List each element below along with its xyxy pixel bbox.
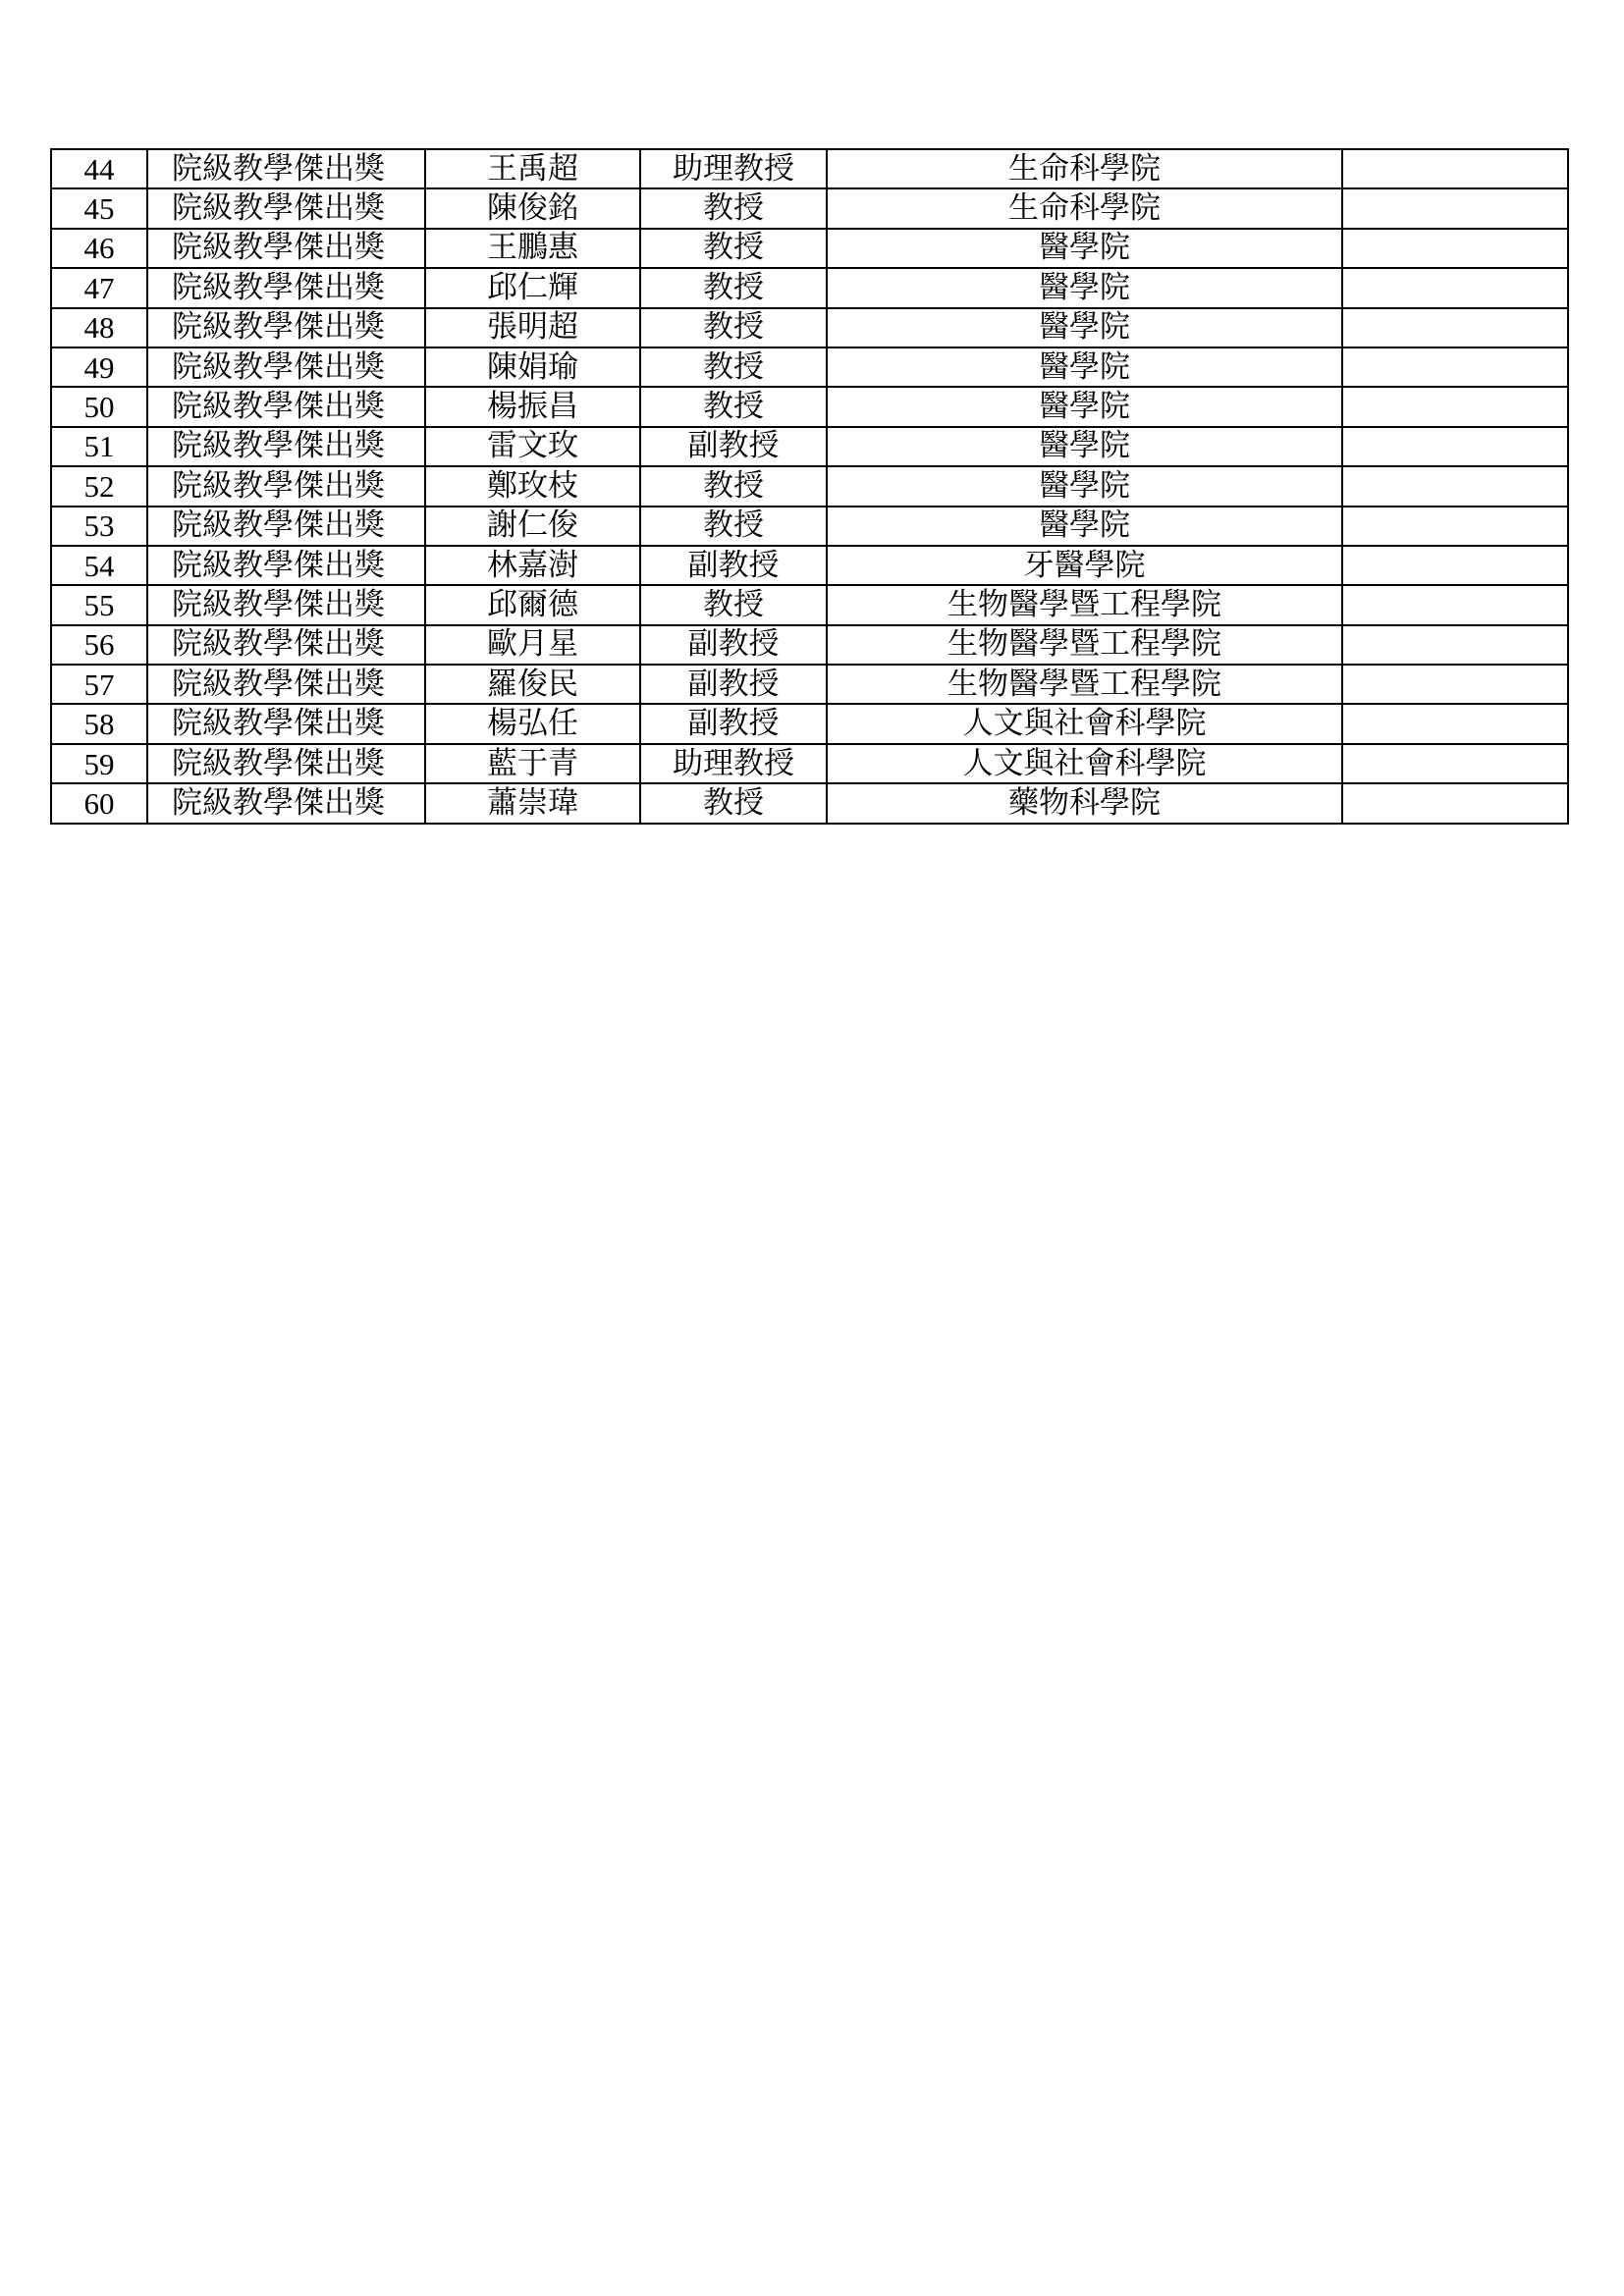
recipient-name-cell: 歐月星: [425, 625, 640, 665]
row-number-cell: 45: [51, 188, 147, 228]
table-row: [51, 783, 1568, 823]
college-name-cell: 生命科學院: [827, 188, 1342, 228]
academic-title-cell: 助理教授: [640, 149, 827, 188]
college-name-cell: 生物醫學暨工程學院: [827, 625, 1342, 665]
table-row: [51, 268, 1568, 307]
remarks-cell: [1342, 268, 1568, 307]
award-name-cell: 院級教學傑出獎: [147, 347, 425, 387]
table-row: [51, 427, 1568, 466]
remarks-cell: [1342, 546, 1568, 585]
recipient-name-cell: 陳娟瑜: [425, 347, 640, 387]
recipient-name-cell: 邱爾德: [425, 585, 640, 624]
remarks-cell: [1342, 704, 1568, 743]
table-row: [51, 665, 1568, 704]
academic-title-cell: 副教授: [640, 704, 827, 743]
row-number-cell: 52: [51, 466, 147, 506]
college-name-cell: 醫學院: [827, 466, 1342, 506]
academic-title-cell: 副教授: [640, 625, 827, 665]
college-name-cell: 醫學院: [827, 347, 1342, 387]
remarks-cell: [1342, 308, 1568, 347]
remarks-cell: [1342, 188, 1568, 228]
row-number-cell: 55: [51, 585, 147, 624]
award-name-cell: 院級教學傑出獎: [147, 466, 425, 506]
remarks-cell: [1342, 427, 1568, 466]
award-name-cell: 院級教學傑出獎: [147, 665, 425, 704]
academic-title-cell: 副教授: [640, 665, 827, 704]
college-name-cell: 醫學院: [827, 268, 1342, 307]
row-number-cell: 56: [51, 625, 147, 665]
recipient-name-cell: 蕭崇瑋: [425, 783, 640, 823]
college-name-cell: 藥物科學院: [827, 783, 1342, 823]
table-row: [51, 188, 1568, 228]
award-table-body: [51, 149, 1568, 824]
row-number-cell: 59: [51, 744, 147, 783]
remarks-cell: [1342, 585, 1568, 624]
college-name-cell: 人文與社會科學院: [827, 704, 1342, 743]
award-name-cell: 院級教學傑出獎: [147, 229, 425, 268]
table-row: [51, 585, 1568, 624]
row-number-cell: 47: [51, 268, 147, 307]
college-name-cell: 人文與社會科學院: [827, 744, 1342, 783]
award-name-cell: 院級教學傑出獎: [147, 427, 425, 466]
row-number-cell: 51: [51, 427, 147, 466]
row-number-cell: 60: [51, 783, 147, 823]
college-name-cell: 生物醫學暨工程學院: [827, 665, 1342, 704]
college-name-cell: 醫學院: [827, 229, 1342, 268]
recipient-name-cell: 楊弘任: [425, 704, 640, 743]
academic-title-cell: 教授: [640, 308, 827, 347]
award-name-cell: 院級教學傑出獎: [147, 546, 425, 585]
award-name-cell: 院級教學傑出獎: [147, 149, 425, 188]
academic-title-cell: 副教授: [640, 546, 827, 585]
table-row: [51, 229, 1568, 268]
table-row: [51, 149, 1568, 188]
academic-title-cell: 教授: [640, 585, 827, 624]
award-name-cell: 院級教學傑出獎: [147, 744, 425, 783]
row-number-cell: 44: [51, 149, 147, 188]
academic-title-cell: 教授: [640, 783, 827, 823]
remarks-cell: [1342, 229, 1568, 268]
row-number-cell: 53: [51, 507, 147, 546]
recipient-name-cell: 雷文玫: [425, 427, 640, 466]
academic-title-cell: 助理教授: [640, 744, 827, 783]
table-row: [51, 546, 1568, 585]
college-name-cell: 生物醫學暨工程學院: [827, 585, 1342, 624]
award-name-cell: 院級教學傑出獎: [147, 268, 425, 307]
award-table: [50, 148, 1569, 825]
table-row: [51, 744, 1568, 783]
academic-title-cell: 教授: [640, 466, 827, 506]
recipient-name-cell: 謝仁俊: [425, 507, 640, 546]
academic-title-cell: 教授: [640, 507, 827, 546]
award-name-cell: 院級教學傑出獎: [147, 704, 425, 743]
award-name-cell: 院級教學傑出獎: [147, 585, 425, 624]
recipient-name-cell: 藍于青: [425, 744, 640, 783]
row-number-cell: 57: [51, 665, 147, 704]
college-name-cell: 牙醫學院: [827, 546, 1342, 585]
remarks-cell: [1342, 625, 1568, 665]
academic-title-cell: 教授: [640, 188, 827, 228]
academic-title-cell: 教授: [640, 347, 827, 387]
remarks-cell: [1342, 466, 1568, 506]
recipient-name-cell: 鄭玫枝: [425, 466, 640, 506]
table-row: [51, 507, 1568, 546]
table-row: [51, 704, 1568, 743]
award-name-cell: 院級教學傑出獎: [147, 308, 425, 347]
academic-title-cell: 教授: [640, 268, 827, 307]
recipient-name-cell: 邱仁輝: [425, 268, 640, 307]
table-row: [51, 347, 1568, 387]
remarks-cell: [1342, 744, 1568, 783]
recipient-name-cell: 羅俊民: [425, 665, 640, 704]
recipient-name-cell: 王鵬惠: [425, 229, 640, 268]
recipient-name-cell: 林嘉澍: [425, 546, 640, 585]
table-row: [51, 466, 1568, 506]
recipient-name-cell: 張明超: [425, 308, 640, 347]
remarks-cell: [1342, 387, 1568, 426]
table-row: [51, 387, 1568, 426]
college-name-cell: 生命科學院: [827, 149, 1342, 188]
remarks-cell: [1342, 783, 1568, 823]
table-row: [51, 625, 1568, 665]
row-number-cell: 49: [51, 347, 147, 387]
recipient-name-cell: 楊振昌: [425, 387, 640, 426]
award-name-cell: 院級教學傑出獎: [147, 507, 425, 546]
award-name-cell: 院級教學傑出獎: [147, 387, 425, 426]
recipient-name-cell: 陳俊銘: [425, 188, 640, 228]
table-row: [51, 308, 1568, 347]
row-number-cell: 50: [51, 387, 147, 426]
academic-title-cell: 教授: [640, 229, 827, 268]
college-name-cell: 醫學院: [827, 427, 1342, 466]
row-number-cell: 48: [51, 308, 147, 347]
college-name-cell: 醫學院: [827, 507, 1342, 546]
remarks-cell: [1342, 347, 1568, 387]
award-name-cell: 院級教學傑出獎: [147, 188, 425, 228]
row-number-cell: 54: [51, 546, 147, 585]
award-name-cell: 院級教學傑出獎: [147, 625, 425, 665]
college-name-cell: 醫學院: [827, 387, 1342, 426]
recipient-name-cell: 王禹超: [425, 149, 640, 188]
row-number-cell: 58: [51, 704, 147, 743]
remarks-cell: [1342, 149, 1568, 188]
academic-title-cell: 副教授: [640, 427, 827, 466]
award-name-cell: 院級教學傑出獎: [147, 783, 425, 823]
remarks-cell: [1342, 665, 1568, 704]
row-number-cell: 46: [51, 229, 147, 268]
college-name-cell: 醫學院: [827, 308, 1342, 347]
remarks-cell: [1342, 507, 1568, 546]
academic-title-cell: 教授: [640, 387, 827, 426]
